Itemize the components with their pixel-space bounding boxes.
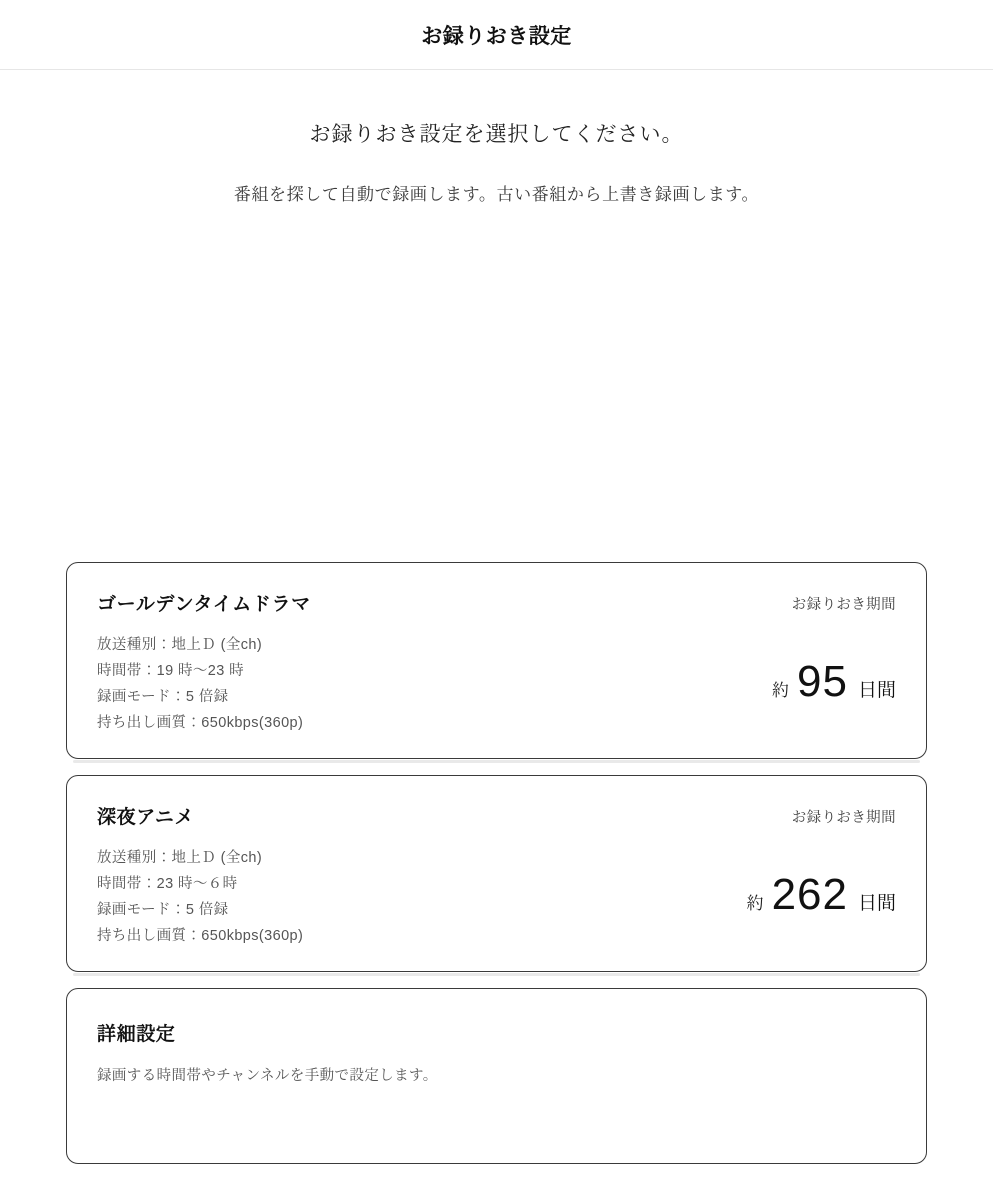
spec-record-mode: 録画モード：5 倍録 bbox=[97, 902, 229, 918]
preset-card-golden-time-drama[interactable] bbox=[66, 562, 927, 759]
period-days-number: 262 bbox=[771, 870, 848, 919]
card-shadow-divider bbox=[73, 973, 920, 976]
intro-section bbox=[0, 70, 993, 205]
spec-record-mode: 録画モード：5 倍録 bbox=[97, 689, 229, 705]
page-title: お録りおき設定 bbox=[421, 24, 572, 48]
preset-spec-list bbox=[97, 845, 303, 949]
intro-lead-text: お録りおき設定を選択してください。 bbox=[309, 123, 684, 146]
page-header bbox=[0, 0, 993, 70]
spec-export-quality: 持ち出し画質：650kbps(360p) bbox=[97, 928, 304, 944]
preset-card-detail-settings[interactable] bbox=[66, 988, 927, 1164]
preset-period-block bbox=[656, 806, 896, 917]
period-value-group bbox=[656, 657, 896, 706]
spec-broadcast-type: 放送種別：地上Ｄ (全ch) bbox=[97, 850, 263, 866]
preset-card-description: 録画する時間帯やチャンネルを手動で設定します。 bbox=[97, 1068, 438, 1084]
spec-export-quality: 持ち出し画質：650kbps(360p) bbox=[97, 715, 304, 731]
period-days-number: 95 bbox=[797, 657, 848, 706]
preset-card-title: ゴールデンタイムドラマ bbox=[97, 594, 311, 615]
period-days-unit: 日間 bbox=[857, 893, 896, 914]
spec-broadcast-type: 放送種別：地上Ｄ (全ch) bbox=[97, 637, 263, 653]
period-label: お録りおき期間 bbox=[791, 597, 896, 613]
card-shadow-divider bbox=[73, 760, 920, 763]
period-label: お録りおき期間 bbox=[791, 810, 896, 826]
preset-period-block bbox=[656, 593, 896, 704]
preset-card-title: 深夜アニメ bbox=[97, 807, 195, 828]
preset-card-late-night-anime[interactable] bbox=[66, 775, 927, 972]
period-value-group bbox=[656, 870, 896, 919]
spec-time-range: 時間帯：19 時〜23 時 bbox=[97, 663, 245, 679]
period-days-unit: 日間 bbox=[857, 680, 896, 701]
period-approx-prefix: 約 bbox=[746, 894, 764, 913]
preset-card-list bbox=[66, 562, 927, 1180]
period-approx-prefix: 約 bbox=[772, 681, 790, 700]
intro-sub-text: 番組を探して自動で録画します。古い番組から上書き録画します。 bbox=[233, 185, 760, 204]
spec-time-range: 時間帯：23 時〜６時 bbox=[97, 876, 238, 892]
preset-card-title: 詳細設定 bbox=[97, 1024, 176, 1045]
preset-spec-list bbox=[97, 632, 303, 736]
